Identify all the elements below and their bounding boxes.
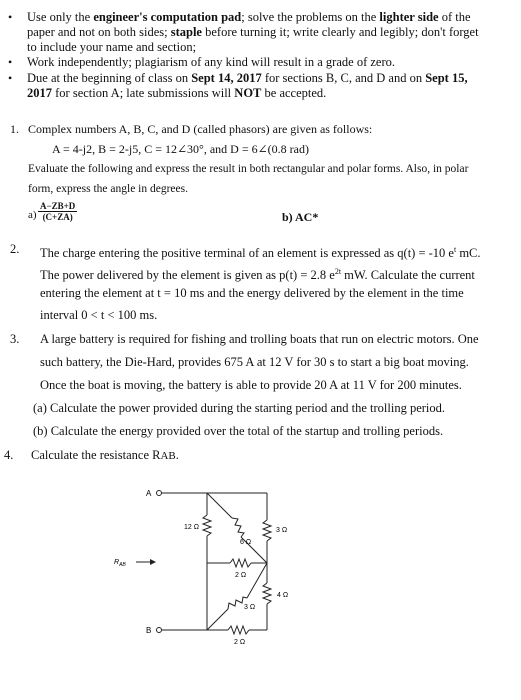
resistor-12 [203,515,211,536]
question-text: Evaluate the following and express the result in both rectangular and polar forms. Also, in polar [28,163,469,175]
resistor-2b [228,626,249,634]
question-text: A large battery is required for fishing and trolling boats that run on electric motors. One [40,332,479,346]
terminal-b [157,628,162,633]
r4-label: 4 Ω [277,592,289,599]
node-b-label: B [146,626,152,635]
question-text: Calculate the resistance RAB. [31,448,179,462]
instruction-line: 2017 for section A; late submissions will NOT be accepted. [27,86,327,100]
question-number: 3. [10,332,20,346]
question-number: 2. [10,242,20,256]
wire [207,609,228,630]
question-text: Complex numbers A, B, C, and D (called phasors) are given as follows: [28,122,373,136]
question-number: 4. [4,448,14,462]
question-text: Once the boat is moving, the battery is able to provide 20 A at 11 V for 200 minutes. [40,378,462,392]
r6-label: 6 Ω [240,539,252,546]
question-number: 1. [10,122,19,136]
bullet-dot: • [8,55,13,69]
question-text: The power delivered by the element is given as p(t) = 2.8 $e^{2t}$ mW. Calculate the current [40,267,475,283]
question-text: interval 0 < t < 100 ms. [40,308,158,322]
arrow-head [150,559,156,565]
node-a-label: A [146,489,152,498]
question-text: The charge entering the positive terminal of an element is expressed as q(t) = -10 $e^t$ mC. [40,245,481,261]
rab-label: $R_{AB}$ [114,559,126,568]
part-b-label: b) AC* [282,210,319,224]
question-text: form, express the angle in degrees. [28,183,188,195]
bullet-dot: • [8,71,13,85]
question-text: A = 4-j2, B = 2-j5, C = 12∠30°, and D = 6∠(0.8 rad) [52,142,309,156]
instruction-line: Due at the beginning of class on Sept 14, 2017 for sections B, C, and D and on Sept 15, [27,71,468,85]
resistor-3a [263,520,271,541]
fraction-denominator: (C+ZA) [42,212,73,222]
r2a-label: 2 Ω [235,572,247,579]
terminal-a [157,491,162,496]
fraction-numerator: A−ZB+D [40,201,76,211]
r2b-label: 2 Ω [234,639,246,646]
resistor-2a [230,559,251,567]
part-a-label: a) [28,209,37,221]
bullet-dot: • [8,10,13,24]
instruction-line: to include your name and section; [27,40,197,54]
resistor-4 [263,583,271,604]
question-text: (a) Calculate the power provided during the starting period and the trolling period. [33,401,446,415]
question-text: (b) Calculate the energy provided over the total of the startup and trolling periods. [33,424,444,438]
instruction-line: Work independently; plagiarism of any kind will result in a grade of zero. [27,55,395,69]
question-text: such battery, the Die-Hard, provides 675 A at 12 V for 30 s to start a big boat moving. [40,355,469,369]
question-text: entering the element at t = 10 ms and the energy delivered by the element in the time [40,286,464,300]
r3b-label: 3 Ω [244,604,256,611]
r3a-label: 3 Ω [276,527,288,534]
resistor-6 [232,518,244,537]
instruction-line: Use only the engineer's computation pad; solve the problems on the lighter side of the [27,10,471,24]
r12-label: 12 Ω [184,524,199,531]
instruction-line: paper and not on both sides; staple before turning it; write clearly and legibly; don't forget [27,25,479,39]
wire [207,493,232,518]
